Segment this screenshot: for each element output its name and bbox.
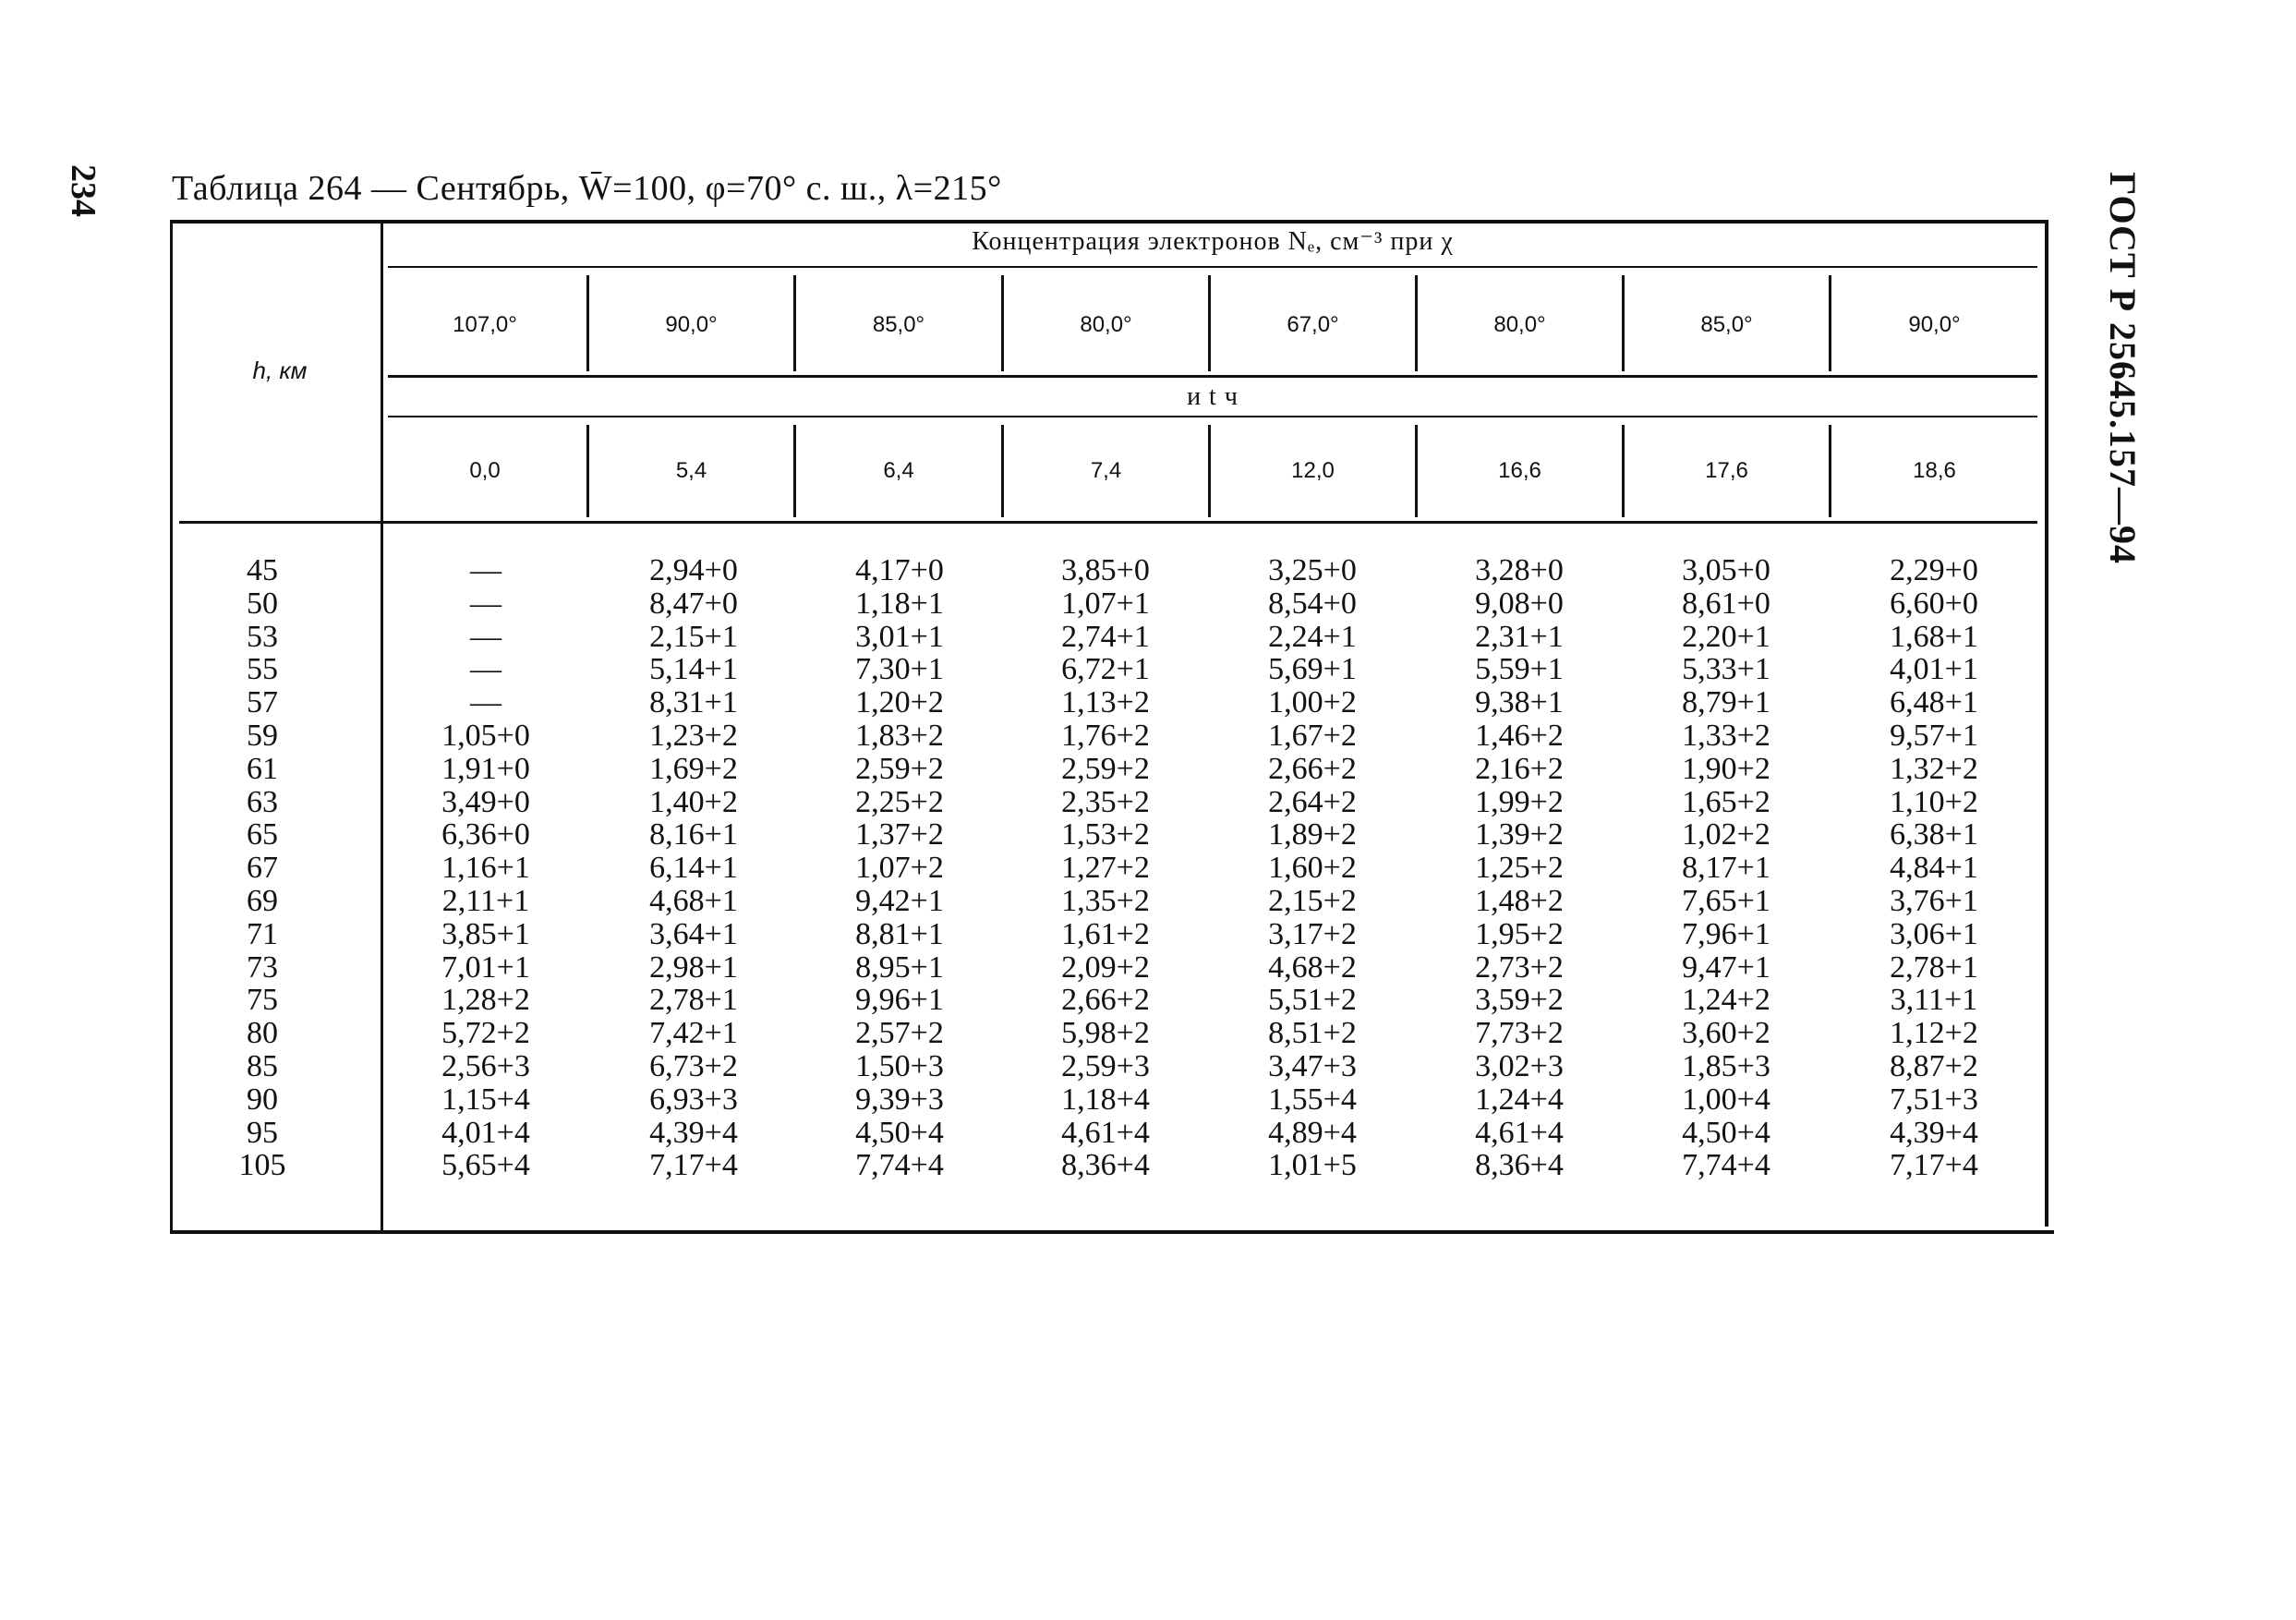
header-bottom-rule xyxy=(179,521,2037,524)
table-cell: 8,51+2 xyxy=(1268,1016,1357,1051)
table-cell: 7,17+4 xyxy=(649,1148,738,1183)
table-cell: 2,35+2 xyxy=(1061,784,1150,819)
table-cell: 1,90+2 xyxy=(1682,751,1770,786)
table-cell: 5,69+1 xyxy=(1268,652,1357,687)
table-cell: 5,65+4 xyxy=(441,1148,530,1183)
table-cell: 1,68+1 xyxy=(1890,619,1978,654)
data-column xyxy=(384,554,587,1182)
table-cell: 7,01+1 xyxy=(441,949,530,985)
table-cell: 1,20+2 xyxy=(855,685,944,720)
table-cell: 2,31+1 xyxy=(1475,619,1564,654)
table-cell: 3,01+1 xyxy=(855,619,944,654)
table-cell: 6,36+0 xyxy=(441,817,530,852)
data-column xyxy=(1004,554,1207,1182)
chi-label: 80,0° xyxy=(1493,312,1546,337)
table-cell: 1,27+2 xyxy=(1061,851,1150,886)
chi-label: 80,0° xyxy=(1080,312,1132,337)
table-cell: 5,14+1 xyxy=(649,652,738,687)
height-cell: 57 xyxy=(247,685,278,720)
table-cell: 5,98+2 xyxy=(1061,1016,1150,1051)
row-header-label: h, км xyxy=(252,357,308,384)
table-cell: 7,17+4 xyxy=(1890,1148,1978,1183)
table-cell: 5,59+1 xyxy=(1475,652,1564,687)
table-cell: 7,42+1 xyxy=(649,1016,738,1051)
table-cell: 1,25+2 xyxy=(1475,851,1564,886)
table-title: Таблица 264 — Сентябрь, W̄=100, φ=70° с. ш., λ=215° xyxy=(172,169,1002,208)
table-cell: 8,36+4 xyxy=(1475,1148,1564,1183)
table-cell: 1,40+2 xyxy=(649,784,738,819)
table-cell: 7,74+4 xyxy=(855,1148,944,1183)
table-cell: — xyxy=(470,553,501,587)
table-cell: 2,64+2 xyxy=(1268,784,1357,819)
table-cell: 2,59+2 xyxy=(1061,751,1150,786)
table-cell: 5,33+1 xyxy=(1682,652,1770,687)
table-cell: 1,23+2 xyxy=(649,718,738,753)
table-cell: 5,72+2 xyxy=(441,1016,530,1051)
table-cell: 3,59+2 xyxy=(1475,983,1564,1018)
table-cell: 4,68+1 xyxy=(649,883,738,918)
table-cell: 2,09+2 xyxy=(1061,949,1150,985)
table-cell: 9,57+1 xyxy=(1890,718,1978,753)
table-cell: 6,38+1 xyxy=(1890,817,1978,852)
table-cell: 1,60+2 xyxy=(1268,851,1357,886)
table-cell: 8,16+1 xyxy=(649,817,738,852)
table-cell: 7,30+1 xyxy=(855,652,944,687)
table-cell: 1,91+0 xyxy=(441,751,530,786)
t-label: 17,6 xyxy=(1705,458,1748,483)
data-column xyxy=(1625,554,1828,1182)
table-cell: 3,17+2 xyxy=(1268,916,1357,951)
table-cell: 4,61+4 xyxy=(1061,1115,1150,1150)
table-cell: 2,15+2 xyxy=(1268,883,1357,918)
table-cell: 8,54+0 xyxy=(1268,586,1357,621)
table-cell: 2,59+3 xyxy=(1061,1048,1150,1083)
height-cell: 59 xyxy=(247,718,278,753)
table-cell: 8,79+1 xyxy=(1682,685,1770,720)
height-cell: 63 xyxy=(247,784,278,819)
table-cell: 4,01+1 xyxy=(1890,652,1978,687)
height-column xyxy=(170,554,355,1182)
table-cell: 4,61+4 xyxy=(1475,1115,1564,1150)
t-label: 6,4 xyxy=(883,458,914,483)
height-cell: 55 xyxy=(247,652,278,687)
table-cell: 3,47+3 xyxy=(1268,1048,1357,1083)
table-cell: 3,85+1 xyxy=(441,916,530,951)
table-cell: 1,01+5 xyxy=(1268,1148,1357,1183)
table-cell: 1,67+2 xyxy=(1268,718,1357,753)
height-cell: 67 xyxy=(247,851,278,886)
table-cell: 1,37+2 xyxy=(855,817,944,852)
table-cell: 1,24+2 xyxy=(1682,983,1770,1018)
table-cell: 1,10+2 xyxy=(1890,784,1978,819)
chi-label: 90,0° xyxy=(1908,312,1961,337)
table-cell: 2,94+0 xyxy=(649,553,738,587)
table-cell: 1,50+3 xyxy=(855,1048,944,1083)
chi-label: 67,0° xyxy=(1287,312,1339,337)
table-cell: 1,85+3 xyxy=(1682,1048,1770,1083)
table-cell: 1,12+2 xyxy=(1890,1016,1978,1051)
table-cell: 4,89+4 xyxy=(1268,1115,1357,1150)
table-cell: 1,76+2 xyxy=(1061,718,1150,753)
height-cell: 53 xyxy=(247,619,278,654)
table-cell: 6,48+1 xyxy=(1890,685,1978,720)
table-cell: 4,50+4 xyxy=(855,1115,944,1150)
table-cell: 1,55+4 xyxy=(1268,1082,1357,1117)
height-cell: 45 xyxy=(247,553,278,587)
table-cell: 2,20+1 xyxy=(1682,619,1770,654)
table-cell: 4,39+4 xyxy=(649,1115,738,1150)
table-cell: 2,16+2 xyxy=(1475,751,1564,786)
table-cell: 8,17+1 xyxy=(1682,851,1770,886)
header-rule-1 xyxy=(388,266,2037,268)
top-rule xyxy=(170,220,2048,224)
table-cell: 2,15+1 xyxy=(649,619,738,654)
table-cell: 4,17+0 xyxy=(855,553,944,587)
data-column xyxy=(1832,554,2036,1182)
table-cell: 1,00+2 xyxy=(1268,685,1357,720)
table-cell: 9,38+1 xyxy=(1475,685,1564,720)
height-cell: 105 xyxy=(238,1148,286,1183)
table-cell: 7,74+4 xyxy=(1682,1148,1770,1183)
right-rule xyxy=(2045,220,2048,1227)
table-cell: 3,02+3 xyxy=(1475,1048,1564,1083)
table-cell: 7,73+2 xyxy=(1475,1016,1564,1051)
table-cell: 2,78+1 xyxy=(1890,949,1978,985)
table-cell: 1,53+2 xyxy=(1061,817,1150,852)
table-cell: 9,42+1 xyxy=(855,883,944,918)
table-cell: 8,47+0 xyxy=(649,586,738,621)
table-cell: 1,00+4 xyxy=(1682,1082,1770,1117)
table-cell: 4,68+2 xyxy=(1268,949,1357,985)
table-cell: 1,02+2 xyxy=(1682,817,1770,852)
table-cell: 1,65+2 xyxy=(1682,784,1770,819)
t-label: 5,4 xyxy=(675,458,707,483)
header-rule-3 xyxy=(388,416,2037,417)
table-cell: 8,95+1 xyxy=(855,949,944,985)
data-column xyxy=(1418,554,1621,1182)
table-cell: 3,06+1 xyxy=(1890,916,1978,951)
table-cell: 7,65+1 xyxy=(1682,883,1770,918)
table-cell: 2,74+1 xyxy=(1061,619,1150,654)
table-cell: 9,96+1 xyxy=(855,983,944,1018)
table-cell: 1,95+2 xyxy=(1475,916,1564,951)
data-column xyxy=(1211,554,1414,1182)
table-cell: 3,60+2 xyxy=(1682,1016,1770,1051)
height-cell: 73 xyxy=(247,949,278,985)
table-body xyxy=(170,554,2045,1201)
table-cell: 7,96+1 xyxy=(1682,916,1770,951)
height-cell: 50 xyxy=(247,586,278,621)
table-cell: 4,39+4 xyxy=(1890,1115,1978,1150)
table-cell: — xyxy=(470,685,501,720)
table-cell: 1,07+2 xyxy=(855,851,944,886)
t-label: 7,4 xyxy=(1090,458,1122,483)
t-label: 12,0 xyxy=(1291,458,1335,483)
table-cell: 1,32+2 xyxy=(1890,751,1978,786)
table-cell: 8,87+2 xyxy=(1890,1048,1978,1083)
table-cell: 1,89+2 xyxy=(1268,817,1357,852)
table-cell: 2,73+2 xyxy=(1475,949,1564,985)
table-cell: 1,46+2 xyxy=(1475,718,1564,753)
table-cell: 8,36+4 xyxy=(1061,1148,1150,1183)
table-cell: 1,33+2 xyxy=(1682,718,1770,753)
table-cell: 2,25+2 xyxy=(855,784,944,819)
table-cell: 1,35+2 xyxy=(1061,883,1150,918)
chi-label: 85,0° xyxy=(872,312,925,337)
table-cell: 6,73+2 xyxy=(649,1048,738,1083)
table-cell: 7,51+3 xyxy=(1890,1082,1978,1117)
table-cell: 8,31+1 xyxy=(649,685,738,720)
height-cell: 61 xyxy=(247,751,278,786)
table-cell: — xyxy=(470,619,501,654)
table-cell: 2,24+1 xyxy=(1268,619,1357,654)
table-cell: 2,59+2 xyxy=(855,751,944,786)
table-cell: 3,28+0 xyxy=(1475,553,1564,587)
table-cell: 3,85+0 xyxy=(1061,553,1150,587)
table-cell: 2,57+2 xyxy=(855,1016,944,1051)
table-cell: 1,28+2 xyxy=(441,983,530,1018)
table-cell: 1,16+1 xyxy=(441,851,530,886)
table-cell: 1,18+1 xyxy=(855,586,944,621)
table-cell: 1,15+4 xyxy=(441,1082,530,1117)
table-cell: 1,83+2 xyxy=(855,718,944,753)
chi-label: 90,0° xyxy=(665,312,718,337)
table-cell: 1,61+2 xyxy=(1061,916,1150,951)
t-label: 0,0 xyxy=(469,458,501,483)
table-cell: 1,18+4 xyxy=(1061,1082,1150,1117)
time-header: и t ч xyxy=(1187,382,1239,411)
table-cell: — xyxy=(470,652,501,687)
table-cell: 2,66+2 xyxy=(1268,751,1357,786)
table-cell: 1,13+2 xyxy=(1061,685,1150,720)
table-cell: 8,81+1 xyxy=(855,916,944,951)
height-cell: 75 xyxy=(247,983,278,1018)
height-cell: 65 xyxy=(247,817,278,852)
table-cell: 3,05+0 xyxy=(1682,553,1770,587)
height-cell: 71 xyxy=(247,916,278,951)
table-cell: 3,64+1 xyxy=(649,916,738,951)
table-cell: 1,48+2 xyxy=(1475,883,1564,918)
t-label: 18,6 xyxy=(1913,458,1956,483)
table-cell: 3,76+1 xyxy=(1890,883,1978,918)
standard-code: ГОСТ Р 25645.157—94 xyxy=(2102,172,2144,565)
table-cell: 2,11+1 xyxy=(441,883,530,918)
table-cell: 5,51+2 xyxy=(1268,983,1357,1018)
data-column xyxy=(798,554,1001,1182)
table-cell: 2,78+1 xyxy=(649,983,738,1018)
table-cell: 9,39+3 xyxy=(855,1082,944,1117)
concentration-header: Концентрация электронов Nₑ, см⁻³ при χ xyxy=(972,227,1454,256)
table-cell: 6,14+1 xyxy=(649,851,738,886)
table-cell: — xyxy=(470,586,501,621)
table-cell: 2,56+3 xyxy=(441,1048,530,1083)
table-cell: 4,50+4 xyxy=(1682,1115,1770,1150)
table-cell: 2,98+1 xyxy=(649,949,738,985)
table-cell: 2,66+2 xyxy=(1061,983,1150,1018)
header-rule-2 xyxy=(388,375,2037,378)
t-label: 16,6 xyxy=(1498,458,1541,483)
chi-label: 107,0° xyxy=(453,312,517,337)
table-cell: 3,25+0 xyxy=(1268,553,1357,587)
table-cell: 3,49+0 xyxy=(441,784,530,819)
table-cell: 6,93+3 xyxy=(649,1082,738,1117)
data-column xyxy=(592,554,795,1182)
height-cell: 69 xyxy=(247,883,278,918)
bottom-rule xyxy=(170,1230,2054,1234)
table-cell: 4,01+4 xyxy=(441,1115,530,1150)
table-cell: 2,29+0 xyxy=(1890,553,1978,587)
height-cell: 95 xyxy=(247,1115,278,1150)
chi-label: 85,0° xyxy=(1700,312,1753,337)
height-cell: 85 xyxy=(247,1048,278,1083)
table-cell: 1,24+4 xyxy=(1475,1082,1564,1117)
table-cell: 1,39+2 xyxy=(1475,817,1564,852)
page-number: 234 xyxy=(64,164,103,217)
table-cell: 6,72+1 xyxy=(1061,652,1150,687)
table-cell: 9,08+0 xyxy=(1475,586,1564,621)
table-cell: 6,60+0 xyxy=(1890,586,1978,621)
electron-concentration-table xyxy=(170,220,2054,1238)
table-cell: 9,47+1 xyxy=(1682,949,1770,985)
height-cell: 80 xyxy=(247,1016,278,1051)
table-cell: 3,11+1 xyxy=(1890,983,1978,1018)
table-cell: 4,84+1 xyxy=(1890,851,1978,886)
table-cell: 1,05+0 xyxy=(441,718,530,753)
table-cell: 1,99+2 xyxy=(1475,784,1564,819)
table-cell: 1,69+2 xyxy=(649,751,738,786)
table-cell: 1,07+1 xyxy=(1061,586,1150,621)
table-cell: 8,61+0 xyxy=(1682,586,1770,621)
height-cell: 90 xyxy=(247,1082,278,1117)
